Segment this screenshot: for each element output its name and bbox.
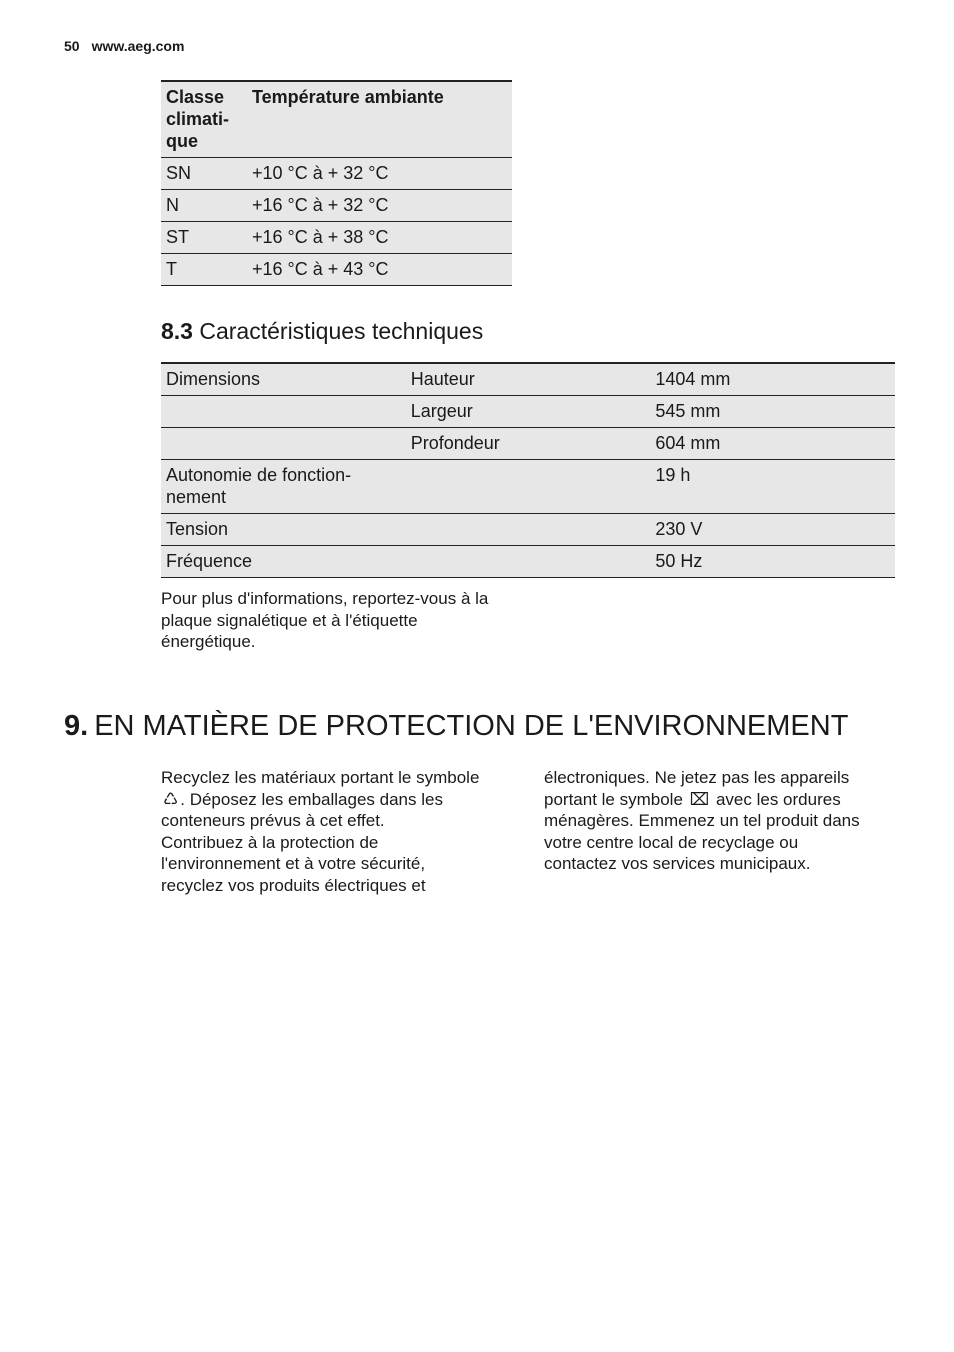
- table-cell: +10 °C à + 32 °C: [252, 163, 389, 183]
- paragraph-text: électroniques. Ne jetez pas les appareils portant le symbole: [544, 768, 850, 809]
- table-cell: Dimensions: [166, 369, 261, 389]
- table-cell: +16 °C à + 32 °C: [252, 195, 389, 215]
- table-cell: 50 Hz: [655, 551, 703, 571]
- paragraph-text: Recyclez les matériaux portant le symbole: [161, 768, 480, 787]
- section-title: Caractéristiques techniques: [199, 318, 484, 344]
- table-cell: Tension: [166, 519, 229, 539]
- table-cell: Autonomie de fonction- nement: [166, 465, 352, 507]
- technical-spec-table: [161, 362, 895, 578]
- column-header: Classe climati- que: [166, 87, 230, 151]
- page-header: [64, 38, 184, 54]
- website-link[interactable]: www.aeg.com: [91, 38, 185, 54]
- table-cell: Hauteur: [410, 369, 475, 389]
- table-cell: [161, 428, 406, 460]
- table-row: [161, 460, 895, 514]
- crossed-bin-icon: ⌧: [689, 789, 710, 809]
- section-number: 9.: [64, 710, 89, 742]
- table-row: [161, 428, 895, 460]
- climate-class-table: [161, 80, 512, 286]
- table-cell: 604 mm: [655, 433, 721, 453]
- table-header-row: [161, 81, 512, 158]
- table-cell: [406, 460, 651, 514]
- table-cell: Profondeur: [410, 433, 500, 453]
- table-cell: +16 °C à + 38 °C: [252, 227, 389, 247]
- table-row: [161, 514, 895, 546]
- info-note: Pour plus d'informations, reportez-vous à la plaque signalétique et à l'étiquette énergétique.: [161, 589, 489, 651]
- table-cell: 545 mm: [655, 401, 721, 421]
- table-cell: T: [166, 259, 177, 279]
- section-number: 8.3: [161, 318, 193, 344]
- table-cell: N: [166, 195, 179, 215]
- table-row: [161, 254, 512, 286]
- table-row: [161, 222, 512, 254]
- table-row: [161, 396, 895, 428]
- env-text-column-1: [161, 767, 491, 896]
- table-cell: SN: [166, 163, 192, 183]
- table-row: [161, 190, 512, 222]
- table-cell: ST: [166, 227, 190, 247]
- table-cell: [161, 396, 406, 428]
- table-cell: +16 °C à + 43 °C: [252, 259, 389, 279]
- table-cell: 1404 mm: [655, 369, 731, 389]
- table-row: [161, 546, 895, 578]
- table-cell: [406, 546, 651, 578]
- paragraph-text: avec les ordures ménagères. Emmenez un tel produit dans votre centre local de recyclage ou contactez vos services municipaux.: [544, 789, 860, 873]
- table-row: [161, 158, 512, 190]
- table-row: [161, 363, 895, 396]
- paragraph-text: Contribuez à la protection de l'environnement et à votre sécurité, recyclez vos produits électriques et: [161, 832, 426, 895]
- table-cell: 230 V: [655, 519, 703, 539]
- section-heading-9: [64, 710, 848, 743]
- recycle-icon: ♺: [163, 789, 179, 809]
- env-text-column-2: [544, 767, 874, 875]
- section-title: EN MATIÈRE DE PROTECTION DE L'ENVIRONNEMENT: [94, 710, 849, 742]
- paragraph-text: . Déposez les emballages dans les conteneurs prévus à cet effet.: [161, 789, 443, 830]
- page-number: 50: [64, 38, 80, 54]
- section-heading-8-3: [161, 318, 483, 345]
- table-cell: 19 h: [655, 465, 691, 485]
- column-header: Température ambiante: [252, 87, 444, 107]
- table-cell: Fréquence: [166, 551, 253, 571]
- table-cell: Largeur: [410, 401, 473, 421]
- table-cell: [406, 514, 651, 546]
